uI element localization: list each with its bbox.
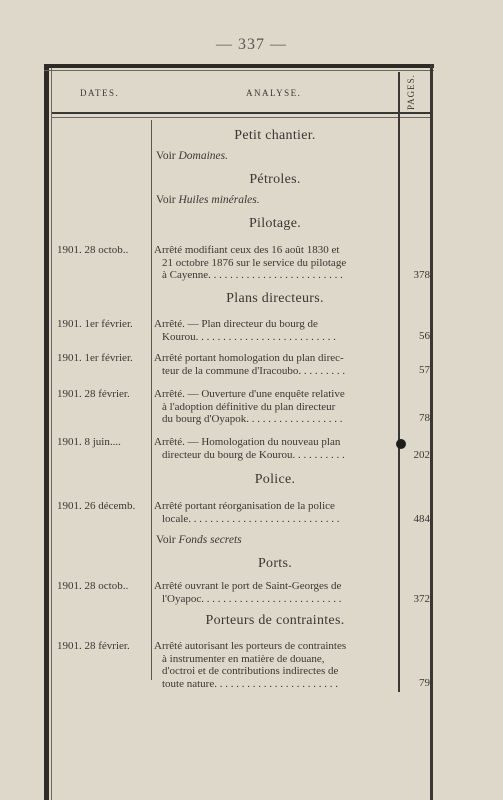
entry-date: 1901. 26 décemb. xyxy=(57,500,136,512)
entry-line: Arrêté ouvrant le port de Saint-Georges de xyxy=(154,580,342,592)
see-also-target: Fonds secrets xyxy=(178,534,242,546)
entry-line: l'Oyapoc. . . . . . . . . . . . . . . . . . . . . . . . . . xyxy=(162,592,342,605)
entry-page: 378 xyxy=(413,269,430,281)
entry-line: Arrêté autorisant les porteurs de contraintes xyxy=(154,640,347,652)
entry-date: 1901. 1er février. xyxy=(57,318,133,330)
entry-page: 78 xyxy=(419,412,430,424)
entry-text xyxy=(154,580,397,605)
see-also-target: Huiles minérales. xyxy=(178,194,260,206)
entry-line: Kourou. . . . . . . . . . . . . . . . . . . . . . . . . . xyxy=(162,330,336,343)
section-heading: Police. xyxy=(254,472,296,487)
top-border-inner xyxy=(44,70,434,71)
entry-text xyxy=(154,436,397,461)
header-rule xyxy=(52,112,430,114)
entry-date: 1901. 28 octob.. xyxy=(57,244,129,256)
entry-line: Arrêté. — Homologation du nouveau plan xyxy=(154,436,341,448)
see-also-reference xyxy=(156,534,242,546)
ink-blot xyxy=(396,439,406,449)
entry-text xyxy=(154,318,397,343)
see-also-reference xyxy=(156,150,228,162)
entry-page: 57 xyxy=(419,364,430,376)
entry-line: locale. . . . . . . . . . . . . . . . . . . . . . . . . . . . xyxy=(162,512,340,525)
entry-line: Arrêté. — Plan directeur du bourg de xyxy=(154,318,318,330)
header-pages-label: PAGES. xyxy=(406,74,416,110)
see-also-prefix: Voir xyxy=(156,150,179,162)
entry-line: à Cayenne. . . . . . . . . . . . . . . . . . . . . . . . . xyxy=(162,269,343,281)
entry-text xyxy=(154,352,397,377)
entry-text xyxy=(154,640,397,690)
page-number: — 337 — xyxy=(216,36,287,53)
see-also-reference xyxy=(156,194,260,206)
entry-line: Arrêté portant homologation du plan direc- xyxy=(154,352,344,364)
see-also-target: Domaines. xyxy=(178,150,228,162)
entry-line: Arrêté modifiant ceux des 16 août 1830 et xyxy=(154,244,340,256)
entry-date: 1901. 8 juin.... xyxy=(57,436,121,448)
see-also-prefix: Voir xyxy=(156,194,179,206)
entry-line: teur de la commune d'Iracoubo. . . . . . . . . xyxy=(162,364,346,377)
entry-page: 372 xyxy=(413,593,430,605)
entry-line: Arrêté. — Ouverture d'une enquête relative xyxy=(154,388,345,400)
entry-date: 1901. 28 février. xyxy=(57,640,130,652)
entry-text xyxy=(154,244,397,282)
left-border xyxy=(44,66,49,800)
entry-page: 202 xyxy=(413,449,430,461)
header-pages xyxy=(404,74,424,110)
entry-date: 1901. 28 février. xyxy=(57,388,130,400)
dates-column-divider xyxy=(151,120,152,680)
entry-page: 56 xyxy=(419,330,430,342)
left-border-inner xyxy=(51,66,52,800)
entry-line: du bourg d'Oyapok. . . . . . . . . . . . . . . . . . xyxy=(162,413,343,425)
header-rule-thin xyxy=(52,117,430,118)
entry-date: 1901. 28 octob.. xyxy=(57,580,129,592)
top-border xyxy=(44,64,434,68)
entry-line: directeur du bourg de Kourou. . . . . . . . . . xyxy=(162,448,345,461)
entry-text xyxy=(154,388,397,426)
entry-date: 1901. 1er février. xyxy=(57,352,133,364)
header-analyse: ANALYSE. xyxy=(246,88,302,98)
section-heading: Plans directeurs. xyxy=(226,291,324,306)
see-also-prefix: Voir xyxy=(156,534,179,546)
section-heading: Petit chantier. xyxy=(234,128,316,143)
entry-text xyxy=(154,500,397,525)
section-heading: Porteurs de contraintes. xyxy=(205,613,345,628)
entry-line: d'octroi et de contributions indirectes de xyxy=(162,665,339,677)
entry-line: à l'adoption définitive du plan directeur xyxy=(162,400,336,413)
section-heading: Pétroles. xyxy=(249,172,301,187)
header-dates: DATES. xyxy=(80,88,120,98)
entry-line: Arrêté portant réorganisation de la police xyxy=(154,500,335,512)
entry-line: toute nature. . . . . . . . . . . . . . . . . . . . . . . xyxy=(162,677,338,690)
entry-line: 21 octobre 1876 sur le service du pilotage xyxy=(162,256,347,269)
section-heading: Pilotage. xyxy=(248,216,302,231)
entry-line: à instrumenter en matière de douane, xyxy=(162,652,325,665)
entry-page: 79 xyxy=(419,677,430,689)
section-heading: Ports. xyxy=(257,556,293,571)
right-border xyxy=(430,64,433,800)
entry-page: 484 xyxy=(413,513,430,525)
